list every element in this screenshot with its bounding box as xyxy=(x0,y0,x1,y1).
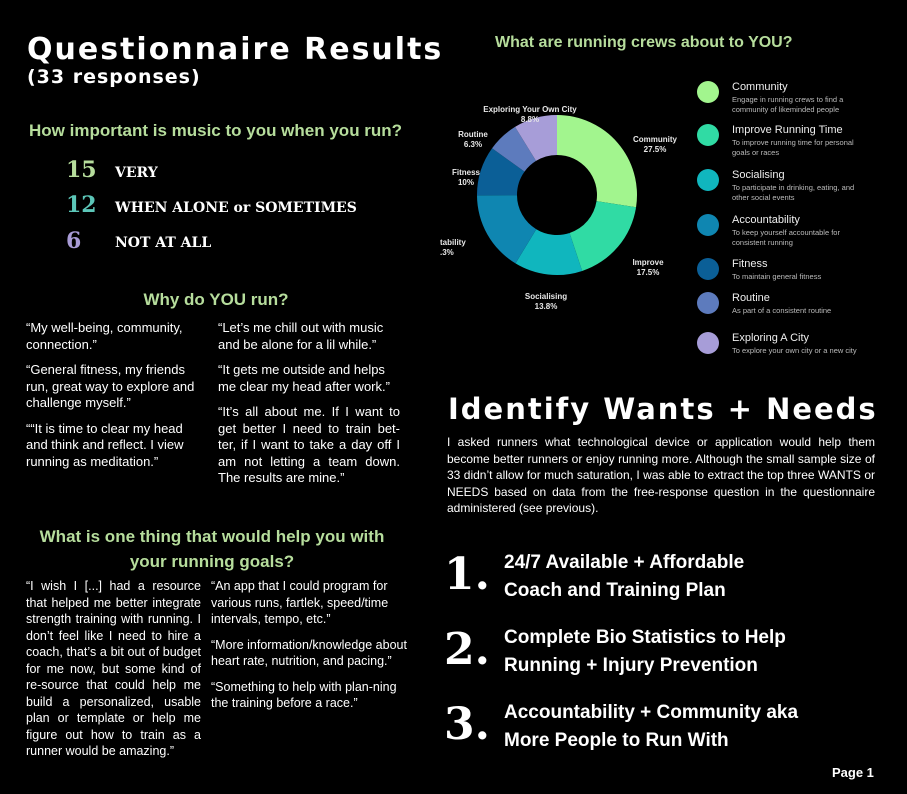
quote: “More information/knowledge about heart rate, nutrition, and pacing.” xyxy=(211,637,407,668)
wants-text-line-1: Accountability + Community aka xyxy=(504,702,799,723)
wants-item-2 xyxy=(444,624,884,684)
wants-text-line-2: Coach and Training Plan xyxy=(504,580,726,601)
help-question-line-1: What is one thing that would help you with xyxy=(39,527,385,546)
help-question xyxy=(0,524,424,574)
why-col-2 xyxy=(218,320,400,496)
wants-text-line-2: Running + Injury Prevention xyxy=(504,655,758,676)
legend-swatch xyxy=(697,81,719,103)
stat-label: NOT AT ALL xyxy=(115,235,212,251)
legend-swatch xyxy=(697,124,719,146)
slice-value-label: 17.5% xyxy=(636,268,660,277)
crews-question: What are running crews about to YOU? xyxy=(495,34,793,51)
legend-description: To improve running time for personal goals or races xyxy=(732,138,854,157)
legend-title: Exploring A City xyxy=(732,332,810,344)
donut-slice-community xyxy=(557,115,637,207)
why-question: Why do YOU run? xyxy=(143,290,289,309)
legend-description: As part of a consistent routine xyxy=(732,306,832,315)
slice-label: Community xyxy=(633,135,677,144)
wants-text-line-1: Complete Bio Statistics to Help xyxy=(504,627,786,648)
slice-label: Improve xyxy=(632,258,664,267)
crews-donut-chart xyxy=(440,95,690,325)
wants-item-1 xyxy=(444,549,884,609)
quote: ““It is time to clear my head and think and reflect. I view running as meditation.” xyxy=(26,420,184,469)
stat-count: 15 xyxy=(66,157,97,183)
quote: “An app that I could program for various runs, fartlek, speed/time intervals, tempo, etc.” xyxy=(211,579,389,626)
help-question-line-2: your running goals? xyxy=(129,552,295,571)
legend-description: To explore your own city or a new city xyxy=(732,346,857,355)
wants-number: 2. xyxy=(444,624,490,675)
help-col-2 xyxy=(211,578,407,721)
slice-value-label: 27.5% xyxy=(643,145,667,154)
stat-count: 6 xyxy=(66,228,82,254)
slice-label: Exploring Your Own City xyxy=(483,105,577,114)
page-number: Page 1 xyxy=(832,765,874,780)
quote: “Something to help with plan-ning the training before a race.” xyxy=(211,679,397,710)
legend-swatch xyxy=(697,258,719,280)
wants-title: Identify Wants + Needs xyxy=(448,392,878,426)
quote: “General fitness, my friends run, great way to explore and challenge myself.” xyxy=(26,362,195,410)
legend-title: Routine xyxy=(732,292,770,304)
legend-description: To keep yourself accountable for consistent running xyxy=(732,228,840,247)
quote: “It gets me outside and helps me clear my head after work.” xyxy=(218,362,390,394)
stat-row xyxy=(66,228,81,254)
legend-title: Community xyxy=(732,81,788,93)
wants-text-line-2: More People to Run With xyxy=(504,730,729,751)
legend-swatch xyxy=(697,169,719,191)
stat-row xyxy=(66,192,97,218)
wants-number: 1. xyxy=(444,549,490,600)
stat-count: 12 xyxy=(66,192,97,218)
wants-number: 3. xyxy=(444,699,490,750)
legend-title: Improve Running Time xyxy=(732,124,843,136)
page-subtitle: (33 responses) xyxy=(27,66,201,88)
slice-value-label: .3% xyxy=(440,248,454,257)
wants-item-3 xyxy=(444,699,884,759)
slice-value-label: 8.8% xyxy=(520,115,540,124)
legend-swatch xyxy=(697,292,719,314)
help-col-1 xyxy=(26,578,201,769)
music-question: How important is music to you when you run? xyxy=(29,121,403,140)
quote: “Let’s me chill out with music and be alone for a lil while.” xyxy=(218,320,384,352)
legend-swatch xyxy=(697,332,719,354)
slice-label: tability xyxy=(440,238,466,247)
wants-intro: I asked runners what technological device or application would help them become better runners or enjoy running more. Although the small sample size of 33 didn’t allow for much saturation, I was able to extract the top three WANTS or NEEDS based on data from the free-response question in the questionnaire administered (see previous). xyxy=(447,435,875,515)
quote: “It’s all about me. If I want to get better I need to train bet-ter, if I want to take a day off I am not letting a team down. The results are mine.” xyxy=(218,404,400,485)
legend-title: Accountability xyxy=(732,214,800,226)
donut-slice-improve xyxy=(570,201,636,271)
quote: “I wish I [...] had a resource that helped me better integrate strength training with running. I don’t feel like I need to hire a coach, that’s a bit out of budget for me now, but some kind of re-source that could help me build a personalized, usable plan or template or help me figure out how to train as a runner would be amazing.” xyxy=(26,579,201,758)
legend-description: Engage in running crews to find a community of likeminded people xyxy=(732,95,844,114)
slice-value-label: 13.8% xyxy=(534,302,558,311)
legend-title: Fitness xyxy=(732,258,768,270)
slice-label: Socialising xyxy=(524,292,568,301)
stat-label: VERY xyxy=(115,165,158,181)
slice-label: Fitness xyxy=(451,168,481,177)
slice-value-label: 10% xyxy=(457,178,475,187)
legend-description: To participate in drinking, eating, and other social events xyxy=(732,183,855,202)
stat-row xyxy=(66,157,97,183)
why-col-1 xyxy=(26,320,204,479)
wants-text-line-1: 24/7 Available + Affordable xyxy=(504,552,745,573)
slice-label: Routine xyxy=(458,130,488,139)
legend-description: To maintain general fitness xyxy=(732,272,822,281)
legend-swatch xyxy=(697,214,719,236)
slice-value-label: 6.3% xyxy=(463,140,483,149)
legend-title: Socialising xyxy=(732,169,785,181)
stat-label: WHEN ALONE or SOMETIMES xyxy=(115,200,357,216)
page-title: Questionnaire Results xyxy=(27,32,444,67)
quote: “My well-being, community, connection.” xyxy=(26,320,183,352)
